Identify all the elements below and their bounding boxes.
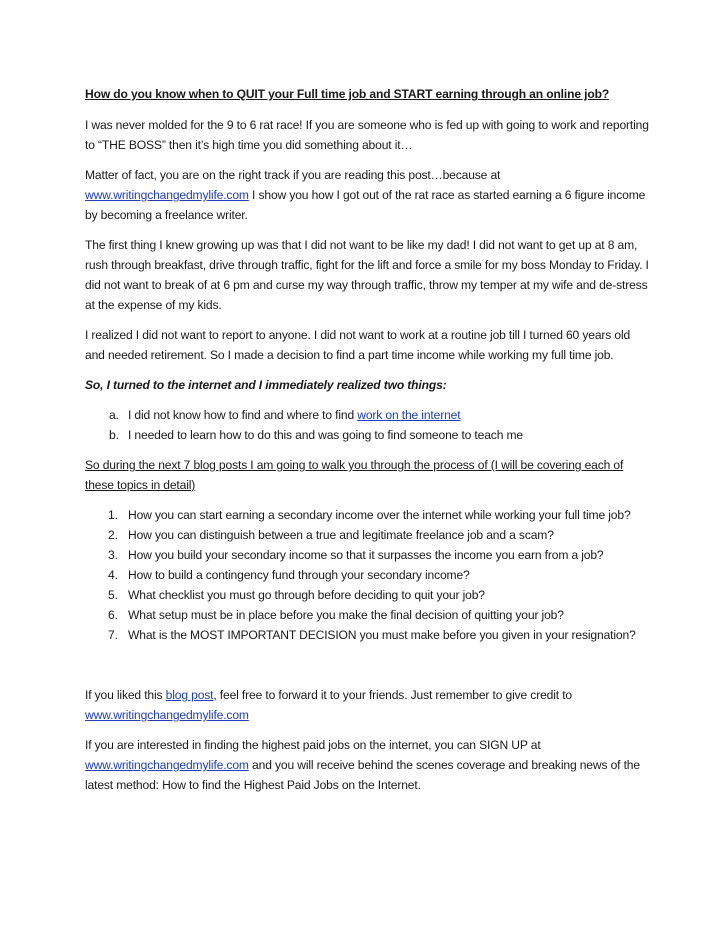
list-item-text: What setup must be in place before you make the final decision of quitting your job? [128,608,564,622]
document-title: How do you know when to QUIT your Full time job and START earning through an online job? [85,87,610,101]
website-link[interactable]: www.writingchangedmylife.com [85,188,249,202]
list-item-text: I did not know how to find and where to find [128,408,358,422]
paragraph-text: I show you how I got out of the rat race as started earning a 6 figure income by becoming a freelance writer. [85,188,646,222]
alpha-list [85,405,650,445]
list-marker: 4. [108,568,118,582]
document-page [85,84,650,805]
list-item [85,545,650,565]
list-item-text: How you build your secondary income so that it surpasses the income you earn from a job? [128,548,604,562]
website-link[interactable]: www.writingchangedmylife.com [85,708,249,722]
paragraph-two-things-heading: So, I turned to the internet and I immediately realized two things: [85,378,447,392]
list-marker: 5. [108,588,118,602]
paragraph-text: If you liked this [85,688,166,702]
list-marker: b. [109,428,119,442]
blog-post-link[interactable]: blog post [165,688,214,702]
list-item [85,605,650,625]
numbered-list [85,505,650,645]
list-item-text: How you can start earning a secondary income over the internet while working your full time job? [128,508,631,522]
list-marker: 2. [108,528,118,542]
list-marker: 7. [108,628,118,642]
list-item-text: I needed to learn how to do this and was going to find someone to teach me [128,428,523,442]
paragraph-share [85,685,650,725]
list-item [85,425,650,445]
paragraph-growing-up: The first thing I knew growing up was that I did not want to be like my dad! I did not want to get up at 8 am, rush through breakfast, drive through traffic, fight for the lift and force a smile for my boss Monday to Friday. I did not want to break of at 6 pm and curse my way through traffic, throw my temper at my wife and de-stress at the expense of my kids. [85,238,649,312]
list-item [85,625,650,645]
list-item [85,565,650,585]
list-marker: 1. [108,508,118,522]
work-on-internet-link[interactable]: work on the internet [357,408,461,422]
list-marker: 6. [108,608,118,622]
list-item-text: How you can distinguish between a true and legitimate freelance job and a scam? [128,528,554,542]
paragraph-text: If you are interested in finding the highest paid jobs on the internet, you can SIGN UP at [85,738,541,752]
paragraph-realized: I realized I did not want to report to anyone. I did not want to work at a routine job till I turned 60 years old and needed retirement. So I made a decision to find a part time income while working my full time job. [85,328,631,362]
list-item [85,525,650,545]
list-marker: a. [109,408,119,422]
paragraph-blog-posts-intro: So during the next 7 blog posts I am going to walk you through the process of (I will be covering each of these topics in detail) [85,458,624,492]
list-item-text: What is the MOST IMPORTANT DECISION you must make before you given in your resignation? [128,628,636,642]
list-item-text: How to build a contingency fund through your secondary income? [128,568,470,582]
list-item [85,405,650,425]
list-item [85,505,650,525]
blank-spacer [85,655,650,685]
paragraph-text: Matter of fact, you are on the right track if you are reading this post…because at [85,168,501,182]
paragraph-text: and you will receive behind the scenes coverage and breaking news of the latest method: How to find the Highest Paid Jobs on the Internet. [85,758,640,792]
website-link[interactable]: www.writingchangedmylife.com [85,758,249,772]
paragraph-sign-up [85,735,650,795]
list-marker: 3. [108,548,118,562]
paragraph-text: , feel free to forward it to your friends. Just remember to give credit to [213,688,572,702]
paragraph-intro: I was never molded for the 9 to 6 rat race! If you are someone who is fed up with going to work and reporting to “THE BOSS” then it’s high time you did something about it… [85,118,649,152]
list-item [85,585,650,605]
list-item-text: What checklist you must go through before deciding to quit your job? [128,588,485,602]
paragraph-right-track [85,165,650,225]
